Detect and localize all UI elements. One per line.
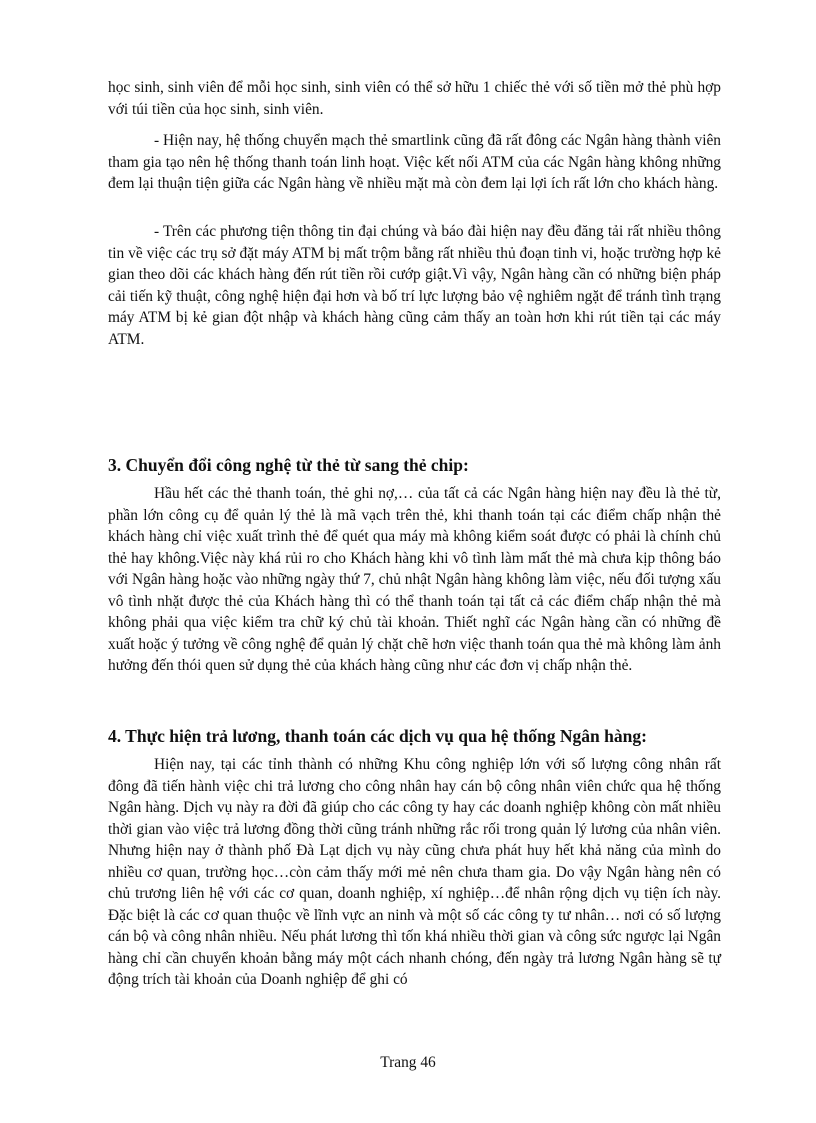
page-number: Trang 46 — [380, 1054, 436, 1071]
paragraph-intro-continuation: học sinh, sinh viên để mỗi học sinh, sinh viên có thể sở hữu 1 chiếc thẻ với số tiền mở thẻ phù hợp với túi tiền của học sinh, sinh viên. — [108, 79, 721, 118]
section-heading-4: 4. Thực hiện trả lương, thanh toán các dịch vụ qua hệ thống Ngân hàng: — [108, 726, 647, 746]
section-heading-3: 3. Chuyển đổi công nghệ từ thẻ từ sang thẻ chip: — [108, 455, 469, 475]
paragraph-payroll: Hiện nay, tại các tỉnh thành có những Khu công nghiệp lớn với số lượng công nhân rất đông đã tiến hành việc chi trả lương cho công nhân hay cán bộ công nhân viên chức qua hệ thống Ngân hàng. Dịch vụ này ra đời đã giúp cho các công ty hay các doanh nghiệp không còn mất nhiều thời gian vào việc trả lương đồng thời cũng tránh những rắc rối trong quản lý lương của nhân viên. Nhưng hiện nay ở thành phố Đà Lạt dịch vụ này cũng chưa phát huy hết khả năng của mình do nhiều cơ quan, trường học…còn cảm thấy mới mẻ nên chưa tham gia. Do vậy Ngân hàng nên có chủ trương liên hệ với các cơ quan, doanh nghiệp, xí nghiệp…để nhân rộng dịch vụ tiện ích này. Đặc biệt là các cơ quan thuộc về lĩnh vực an ninh và một số các công ty tư nhân… nơi có số lượng cán bộ và công nhân nhiều. Nếu phát lương thì tốn khá nhiều thời gian và công sức ngược lại Ngân hàng chỉ cần chuyển khoản bằng máy một cách nhanh chóng, đến ngày trả lương Ngân hàng sẽ tự động trích tài khoản của Doanh nghiệp để ghi có — [108, 756, 721, 988]
paragraph-atm-security: - Trên các phương tiện thông tin đại chúng và báo đài hiện nay đều đăng tải rất nhiều thông tin về việc các trụ sở đặt máy ATM bị mất trộm bằng rất nhiều thủ đoạn tinh vi, hoặc trường hợp kẻ gian theo dõi các khách hàng đến rút tiền rồi cướp giật.Vì vậy, Ngân hàng cần có những biện pháp cải tiến kỹ thuật, công nghệ hiện đại hơn và bố trí lực lượng bảo vệ nghiêm ngặt để tránh tình trạng máy ATM bị kẻ gian đột nhập và khách hàng cũng cảm thấy an toàn hơn khi rút tiền tại các máy ATM. — [108, 223, 721, 348]
paragraph-chip-card: Hầu hết các thẻ thanh toán, thẻ ghi nợ,… của tất cả các Ngân hàng hiện nay đều là thẻ từ, phần lớn công cụ để quản lý thẻ là mã vạch trên thẻ, khi thanh toán tại các điểm chấp nhận thẻ khách hàng chỉ việc xuất trình thẻ để quét qua máy mà không kiểm soát được có phải là chính chủ thẻ hay không.Việc này khá rủi ro cho Khách hàng khi vô tình làm mất thẻ mà chưa kịp thông báo với Ngân hàng hoặc vào những ngày thứ 7, chủ nhật Ngân hàng không làm việc, nếu đối tượng xấu vô tình nhặt được thẻ của Khách hàng thì có thể thanh toán tại tất cả các điểm chấp nhận thẻ mà không phải qua việc kiểm tra chữ ký chủ tài khoản. Thiết nghĩ các Ngân hàng cần có những đề xuất hoặc ý tưởng về công nghệ để quản lý chặt chẽ hơn việc thanh toán qua thẻ mà không làm ảnh hưởng đến thói quen sử dụng thẻ của khách hàng cũng như các đơn vị chấp nhận thẻ. — [108, 485, 721, 674]
paragraph-smartlink: - Hiện nay, hệ thống chuyển mạch thẻ smartlink cũng đã rất đông các Ngân hàng thành viên tham gia tạo nên hệ thống thanh toán linh hoạt. Việc kết nối ATM của các Ngân hàng không những đem lại thuận tiện giữa các Ngân hàng về nhiều mặt mà còn đem lại lợi ích rất lớn cho khách hàng. — [108, 132, 721, 192]
